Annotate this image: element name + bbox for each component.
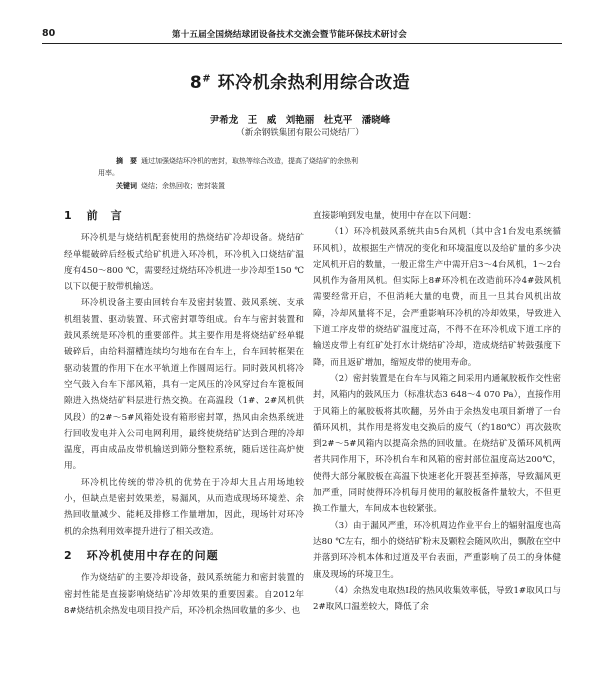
paragraph: 直接影响到发电量，使用中存在以下问题： [313,211,477,221]
paragraph: 环冷机是与烧结机配套使用的热烧结矿冷却设备。烧结矿经单辊破碎后经板式给矿机进入环冷机，环冷机入口烧结矿温度有450～800 ℃，需要经过烧结环冷机进一步冷却至150 ℃以下以便于胶带机输送。 [64,233,304,293]
header-rule [42,43,562,44]
paragraph: 环冷机设备主要由回转台车及密封装置、鼓风系统、支承机组装置、驱动装置、环式密封罩等组成。台车与密封装置和鼓风系统是环冷机的重要部件。其主要作用是将烧结矿经单辊破碎后，由给料溜槽连续均匀地布在台车上，台车回转框架在驱动装置的作用下在水平轨道上作圆周运行。同时鼓风机将冷空气鼓入台车下部风箱，具有一定风压的冷风穿过台车篦板间隙进入热烧结矿料层进行热交换。在高温段（1#、2#风机供风段）的2#～5#风箱处设有箱形密封罩，热风由余热系统进行回收发电并入公司电网利用，最终使烧结矿达到合理的冷却温度，再由成品皮带机输送到筛分整粒系统，随后送往高炉使用。 [64,298,304,472]
title-sup: # [202,73,212,85]
running-title: 第十五届全国烧结球团设备技术交流会暨节能环保技术研讨会 [172,30,407,40]
authors: 尹希龙 王 威 刘艳丽 杜克平 潘晓峰 [209,115,391,126]
paragraph: （1）环冷机鼓风系统共由5台风机（其中含1台发电系统循环风机），故根据生产情况的变化和环境温度以及给矿量的多少决定风机开启的数量，一般正常生产中需开启3～4台风机，1～2台风机作为备用风机。但实际上8#环冷机在改造前环冷4#鼓风机需要经常开启，不但消耗大量的电费，而且一旦其台风机出故障，冷却风量将不足，会严重影响环冷机的冷却效果，导致进入下道工序皮带的烧结矿温度过高，不得不在环冷机成下道工序的输送皮带上有红矿处打水计烧结矿冷却，造成烧结矿转鼓强度下降，而且返矿增加，缩短皮带的使用寿命。 [313,227,561,368]
keywords [116,181,225,191]
paragraph: 作为烧结矿的主要冷却设备，鼓风系统能力和密封装置的密封性能是直接影响烧结矿冷却效果的重要因素。自2012年8#烧结机余热发电项目投产后，环冷机余热回收量的多少、也 [64,573,304,616]
title-rest: 环冷机余热利用综合改造 [211,73,411,93]
abstract-label: 摘 要 [116,157,137,165]
abstract [98,155,470,179]
abstract-line1: 通过加强烧结环冷机的密封，取热等综合改造，提高了烧结矿的余热利 [141,157,358,165]
page-number: 80 [42,28,56,39]
paragraph: 环冷机比传统的带冷机的优势在于冷却大且占用场地较小，但缺点是密封效果差，易漏风，从而造成现场环境差、余热回收量减少、能耗及排修工作量增加，因此，现场针对环冷机的余热利用效率提升进行了相关改造。 [64,477,304,537]
page-header [42,28,562,42]
title-prefix: 8 [189,73,203,93]
left-column [64,208,304,619]
abstract-line2: 用率。 [98,169,119,177]
affiliation: （新余钢铁集团有限公司烧结厂） [236,128,364,138]
paper-title [0,68,600,93]
paragraph: （2）密封装置是在台车与风箱之间采用内通氟胶板作交性密封，风箱内的鼓风压力（标准状态3 648～4 070 Pa），直接作用于风箱上的氟胶板将其吹翻，另外由于余热发电项目新增了一台循环风机，其作用是将发电交换后的废气（约180℃）再次鼓吹到2#～5#风箱内以提高余热的回收量。在烧结矿及循环风机两者共同作用下，环冷机台车和风箱的密封部位温度高达200℃，使得大部分氟胶板在高温下快速老化开裂甚至掉落，导致漏风更加严重，同时使得环冷机每月使用的氟胶板备件量较大，不但更换工作量大，车间成本也较紧张。 [313,373,561,515]
right-column [313,208,561,615]
keywords-label: 关键词 [116,182,137,190]
paragraph: （3）由于漏风严重，环冷机周边作业平台上的辐射温度也高达80 ℃左右，细小的烧结矿粉末及颗粒会随风吹出，飘散在空中并落到环冷机本体和过道及平台表面，严重影响了员工的身体健康及现场的环境卫生。 [313,520,561,580]
keywords-text: 烧结；余热回收；密封装置 [141,182,225,190]
paragraph: （4）余热发电取热Ⅰ段的热风收集效率低，导致1#取风口与2#取风口温差较大，降低了余 [313,585,561,613]
section-1-heading: 1 前 言 [64,209,123,222]
section-2-heading: 2 环冷机使用中存在的问题 [64,548,219,562]
